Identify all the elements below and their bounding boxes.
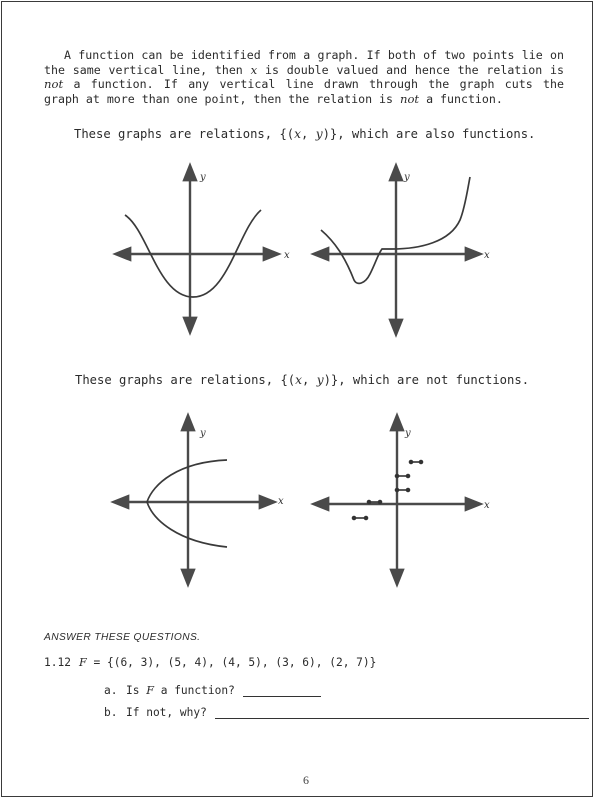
question-1-12: 1.12 F = {(6, 3), (5, 4), (4, 5), (3, 6), (2, 7)} bbox=[44, 656, 377, 669]
intro-paragraph: A function can be identified from a graph. If both of two points lie on the same vertical line, then x is double valued and hence the relation is not a function. If any vertical line drawn through the graph cuts the graph at more than one point, then the relation is not a function. bbox=[44, 48, 564, 106]
caption-non-functions: These graphs are relations, {(x, y)}, which are not functions. bbox=[75, 373, 530, 387]
graph-parabola bbox=[108, 162, 298, 342]
question-number: 1.12 bbox=[44, 656, 71, 669]
answer-b-blank[interactable] bbox=[215, 706, 589, 719]
question-a: a. Is F a function? bbox=[104, 684, 321, 697]
caption-functions: These graphs are relations, {(x, y)}, which are also functions. bbox=[74, 127, 536, 141]
x-axis-label: x bbox=[484, 500, 490, 511]
page-number: 6 bbox=[303, 773, 309, 787]
questions-header: ANSWER THESE QUESTIONS. bbox=[44, 632, 201, 643]
page-border bbox=[1, 1, 593, 797]
x-axis-label: x bbox=[284, 250, 290, 261]
graph-piecewise bbox=[310, 162, 500, 342]
graph-segments bbox=[310, 412, 500, 592]
x-axis-label: x bbox=[484, 250, 490, 261]
answer-a-blank[interactable] bbox=[243, 684, 321, 697]
question-b: b. If not, why? bbox=[104, 706, 589, 719]
y-axis-label: y bbox=[404, 172, 410, 183]
y-axis-label: y bbox=[200, 172, 206, 183]
segment-group bbox=[353, 461, 423, 520]
graph-sideways-parabola bbox=[108, 412, 298, 592]
x-axis-label: x bbox=[278, 496, 284, 507]
y-axis-label: y bbox=[405, 428, 411, 439]
y-axis-label: y bbox=[200, 428, 206, 439]
